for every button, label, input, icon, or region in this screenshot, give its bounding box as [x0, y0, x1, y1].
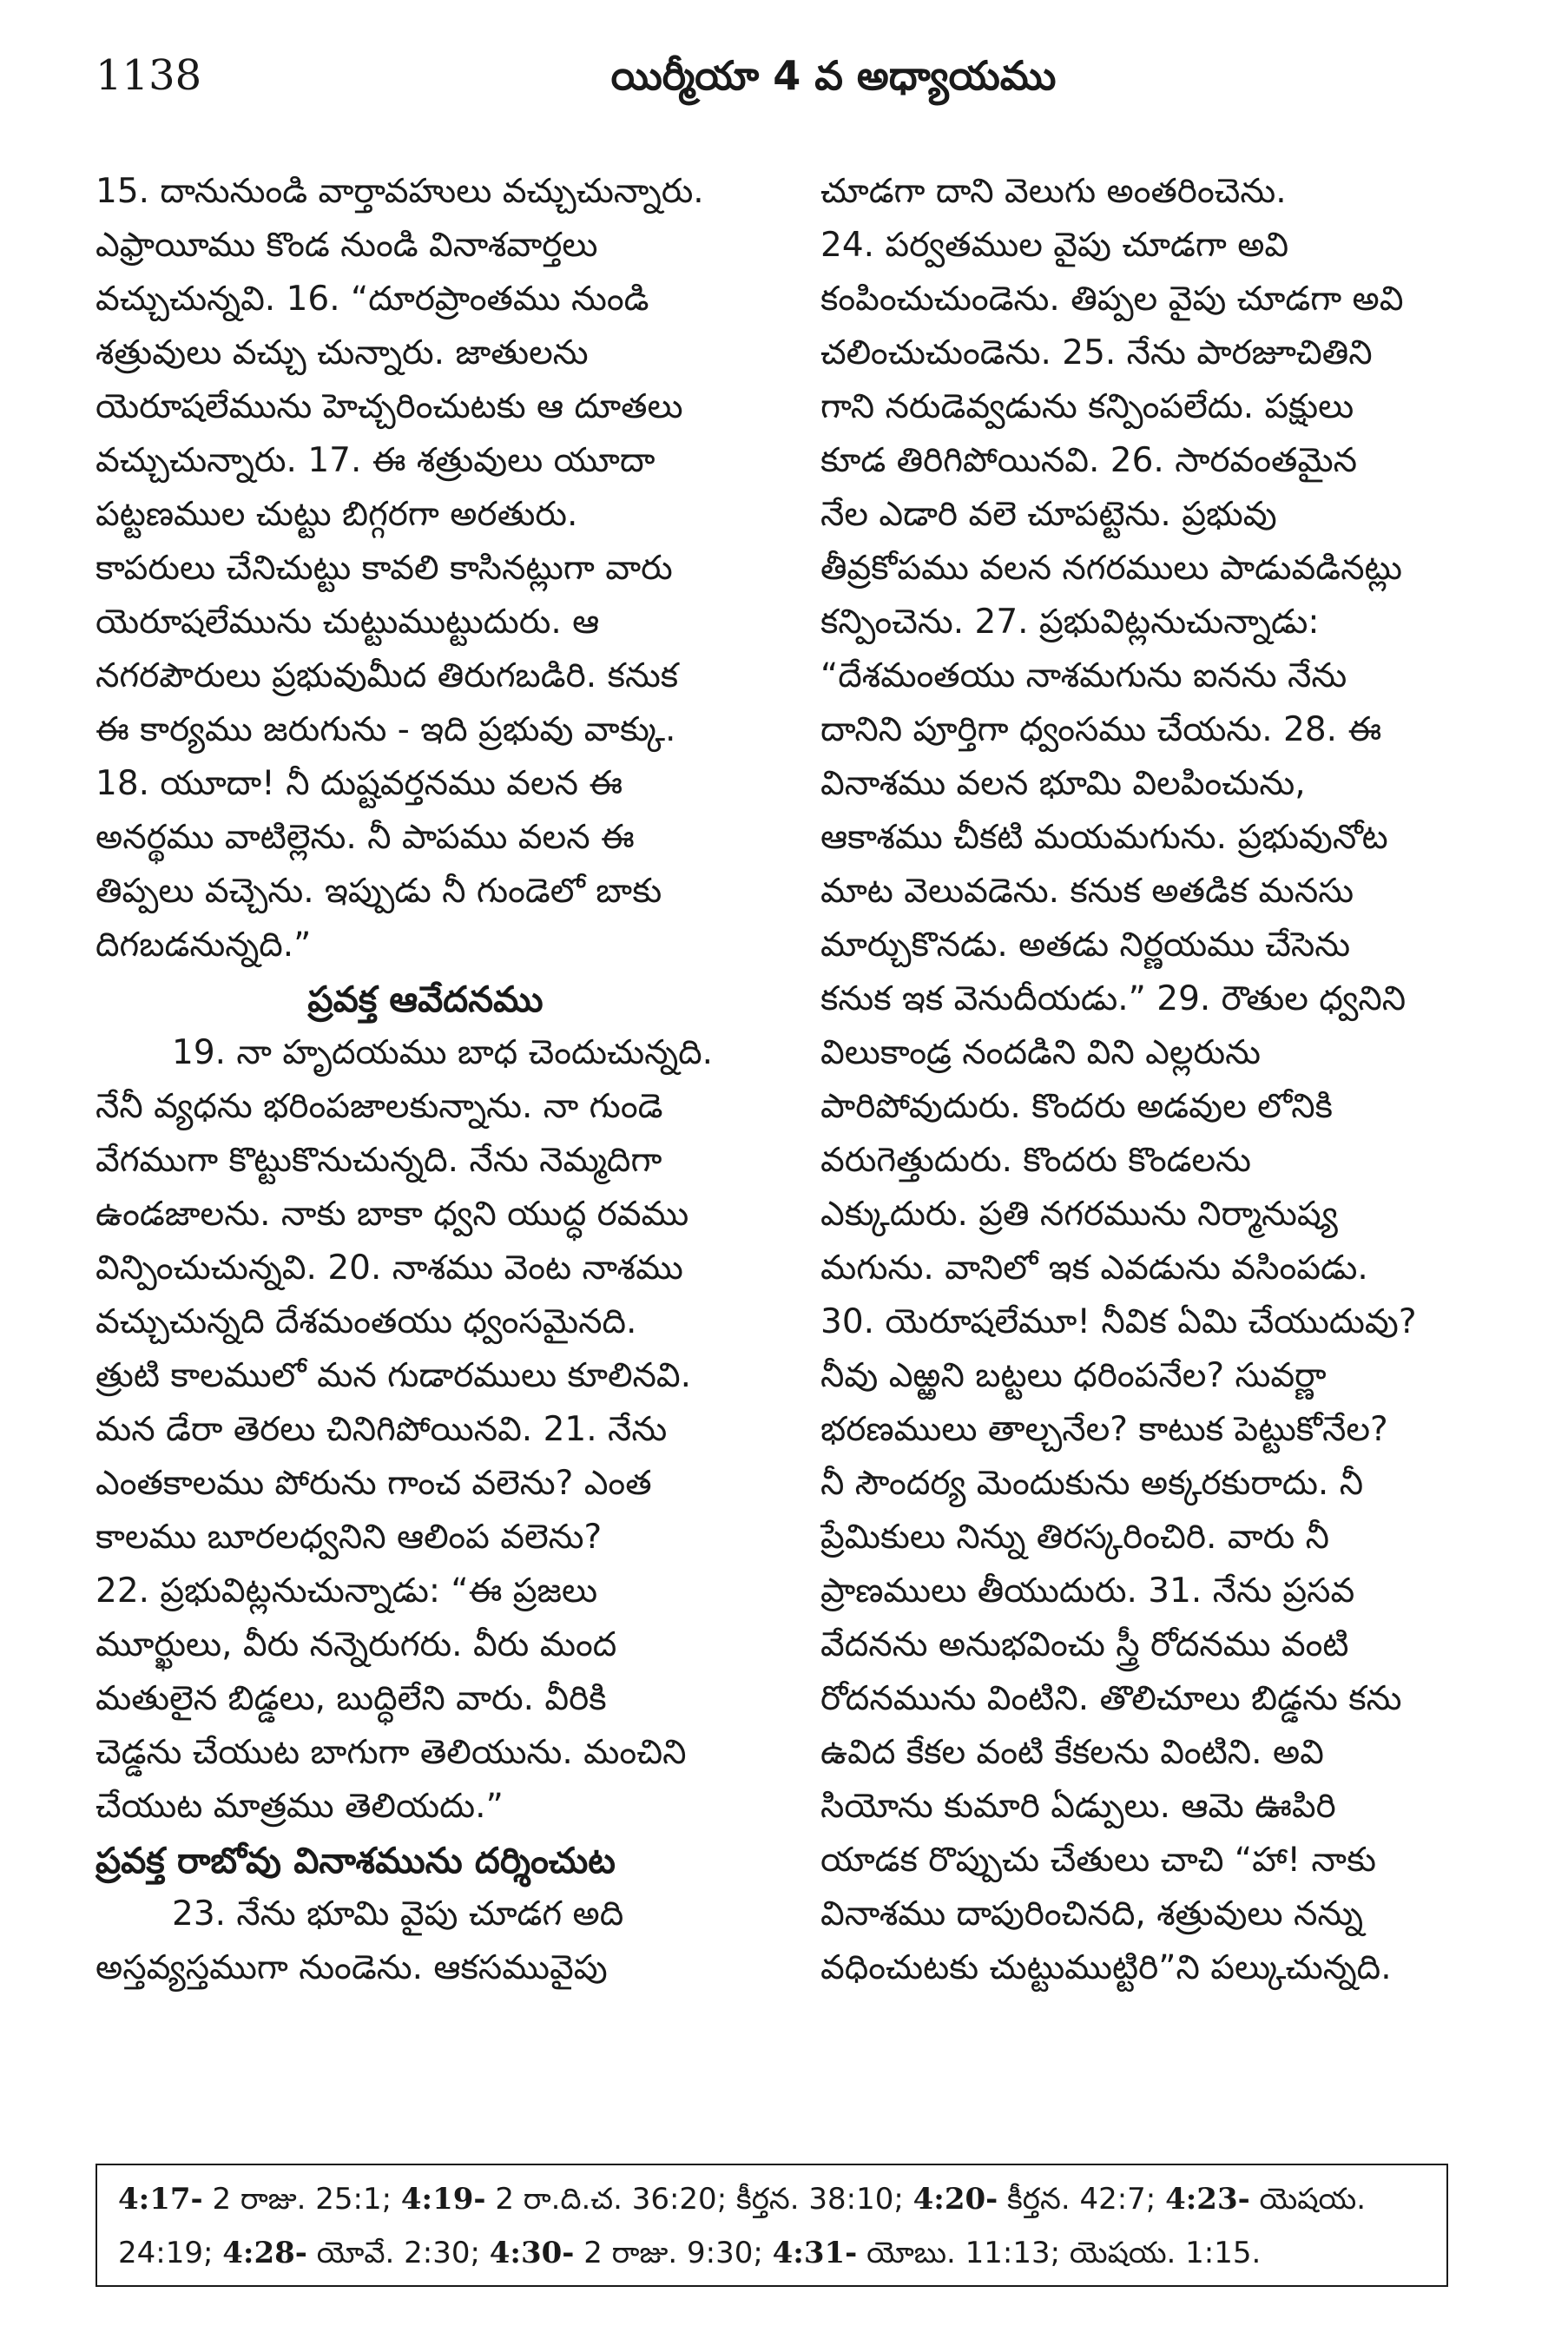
text-line: కన్పించెను. 27. ప్రభువిట్లనుచున్నాడు:: [820, 603, 1320, 642]
text-line: ఆకాశము చీకటి మయమగును. ప్రభువునోట: [820, 818, 1388, 857]
text-line: చేయుట మాత్రము తెలియదు.”: [96, 1787, 504, 1826]
text-line: వరుగెత్తుదురు. కొందరు కొండలను: [820, 1141, 1251, 1180]
text-line: కంపించుచుండెను. తిప్పల వైపు చూడగా అవి: [820, 280, 1404, 319]
text-line: వధించుటకు చుట్టుముట్టిరి”ని పల్కుచున్నది.: [820, 1948, 1392, 1987]
footnote-text: కీర్తన. 42:7;: [998, 2182, 1166, 2217]
text-line: 18. యూదా! నీ దుష్టవర్తనము వలన ఈ: [96, 764, 623, 803]
section-heading: ప్రవక్త ఆవేదనము: [307, 978, 544, 1020]
text-line: వినాశము వలన భూమి విలపించును,: [820, 764, 1306, 803]
text-line: “దేశమంతయు నాశమగును ఐనను నేను: [820, 656, 1347, 695]
footnote-reference: 4:19-: [400, 2182, 486, 2217]
cross-reference-box: [96, 2164, 1448, 2287]
text-line: రోదనమును వింటిని. తొలిచూలు బిడ్డను కను: [820, 1679, 1402, 1718]
text-line: చలించుచుండెను. 25. నేను పారజూచితిని: [820, 333, 1373, 372]
left-column: [96, 165, 755, 2097]
text-line: అనర్థము వాటిల్లెను. నీ పాపము వలన ఈ: [96, 818, 635, 857]
page-header: [96, 45, 1485, 106]
text-columns: [96, 165, 1480, 2097]
running-title: యిర్మీయా 4 వ అధ్యాయము: [610, 52, 1057, 99]
text-line: యాడక రొప్పుచు చేతులు చాచి “హా! నాకు: [820, 1841, 1377, 1880]
text-line: కనుక ఇక వెనుదీయడు.” 29. రౌతుల ధ్వనిని: [820, 979, 1407, 1018]
text-line: ప్రేమికులు నిన్ను తిరస్కరించిరి. వారు నీ: [820, 1518, 1330, 1557]
text-line: తిప్పలు వచ్చెను. ఇప్పుడు నీ గుండెలో బాకు: [96, 872, 662, 911]
text-line: విలుకాండ్ర నందడిని విని ఎల్లరును: [820, 1033, 1261, 1072]
text-line: ఉవిద కేకల వంటి కేకలను వింటిని. అవి: [820, 1733, 1324, 1772]
text-line: పారిపోవుదురు. కొందరు అడవుల లోనికి: [820, 1087, 1334, 1126]
text-line: నేనీ వ్యధను భరింపజాలకున్నాను. నా గుండె: [96, 1087, 663, 1126]
text-line: 30. యెరూషలేమూ! నీవిక ఏమి చేయుదువు?: [820, 1302, 1417, 1341]
footnote-reference: 4:20-: [912, 2182, 998, 2217]
text-line: దిగబడనున్నది.”: [96, 926, 312, 965]
text-line: మతులైన బిడ్డలు, బుద్ధిలేని వారు. వీరికి: [96, 1679, 607, 1718]
text-line: కాపరులు చేనిచుట్టు కావలి కాసినట్లుగా వారు: [96, 549, 673, 588]
footnote-text: 2 రాజు. 9:30;: [574, 2236, 773, 2270]
text-line: తీవ్రకోపము వలన నగరములు పాడువడినట్లు: [820, 549, 1403, 588]
footnote-reference: 4:28-: [222, 2236, 307, 2270]
section-heading: ప్రవక్త రాబోవు వినాశమును దర్శించుట: [96, 1840, 616, 1881]
page-number: 1138: [96, 51, 202, 100]
footnote-line: [118, 2172, 1426, 2226]
text-line: ఎఫ్రాయీము కొండ నుండి వినాశవార్తలు: [96, 226, 598, 265]
footnote-reference: 4:23-: [1165, 2182, 1250, 2217]
text-line: సియోను కుమారి ఏడ్పులు. ఆమె ఊపిరి: [820, 1787, 1336, 1826]
footnote-text: యోవే. 2:30;: [306, 2236, 490, 2270]
text-line: ప్రాణములు తీయుదురు. 31. నేను ప్రసవ: [820, 1571, 1355, 1611]
text-line: యెరూషలేమును హెచ్చరించుటకు ఆ దూతలు: [96, 387, 683, 426]
text-line: మార్చుకొనడు. అతడు నిర్ణయము చేసెను: [820, 926, 1351, 965]
text-line: అస్తవ్యస్తముగా నుండెను. ఆకసమువైపు: [96, 1948, 608, 1987]
text-line: చెడ్డను చేయుట బాగుగా తెలియును. మంచిని: [96, 1733, 687, 1772]
text-line: త్రుటి కాలములో మన గుడారములు కూలినవి.: [96, 1356, 692, 1395]
footnote-text: 2 రాజు. 25:1;: [202, 2182, 401, 2217]
text-line: దానిని పూర్తిగా ధ్వంసము చేయను. 28. ఈ: [820, 710, 1382, 749]
text-line: 15. దానునుండి వార్తావహులు వచ్చుచున్నారు.: [96, 172, 704, 211]
text-line: కాలము బూరలధ్వనిని ఆలింప వలెను?: [96, 1518, 603, 1557]
text-line: వేదనను అనుభవించు స్త్రీ రోదనము వంటి: [820, 1625, 1349, 1664]
text-line: ఎక్కుదురు. ప్రతి నగరమును నిర్మానుష్య: [820, 1195, 1338, 1234]
text-line: ఉండజాలను. నాకు బాకా ధ్వని యుద్ధ రవము: [96, 1195, 689, 1234]
text-line: పట్టణముల చుట్టు బిగ్గరగా అరతురు.: [96, 495, 578, 534]
footnote-reference: 4:30-: [489, 2236, 575, 2270]
footnote-text: యోబు. 11:13; యెషయ. 1:15.: [857, 2236, 1262, 2270]
text-line: యెరూషలేమును చుట్టుముట్టుదురు. ఆ: [96, 603, 600, 642]
text-line: వినాశము దాపురించినది, శత్రువులు నన్ను: [820, 1894, 1363, 1934]
text-line: వచ్చుచున్నారు. 17. ఈ శత్రువులు యూదా: [96, 441, 656, 480]
text-line: గాని నరుడెవ్వడును కన్పింపలేదు. పక్షులు: [820, 387, 1354, 426]
text-line: మూర్ఖులు, వీరు నన్నెరుగరు. వీరు మంద: [96, 1625, 617, 1664]
text-line: 24. పర్వతముల వైపు చూడగా అవి: [820, 226, 1289, 265]
text-line: విన్పించుచున్నవి. 20. నాశము వెంట నాశము: [96, 1248, 683, 1288]
footnote-text: 24:19;: [118, 2236, 223, 2270]
text-line: 23. నేను భూమి వైపు చూడగ అది: [172, 1894, 624, 1934]
text-line: కూడ తిరిగిపోయినవి. 26. సారవంతమైన: [820, 441, 1358, 480]
text-line: వచ్చుచున్నవి. 16. “దూరప్రాంతము నుండి: [96, 280, 649, 319]
text-line: మగును. వానిలో ఇక ఎవడును వసింపడు.: [820, 1248, 1368, 1288]
text-line: ఈ కార్యము జరుగును - ఇది ప్రభువు వాక్కు.: [96, 710, 676, 749]
footnote-reference: 4:31-: [772, 2236, 858, 2270]
text-line: చూడగా దాని వెలుగు అంతరించెను.: [820, 172, 1287, 211]
text-line: నీ సౌందర్య మెందుకును అక్కరకురాదు. నీ: [820, 1464, 1364, 1503]
footnote-line: [118, 2226, 1426, 2280]
text-line: మన డేరా తెరలు చినిగిపోయినవి. 21. నేను: [96, 1410, 668, 1449]
text-line: 22. ప్రభువిట్లనుచున్నాడు: “ఈ ప్రజలు: [96, 1571, 598, 1611]
text-line: నగరపౌరులు ప్రభువుమీద తిరుగబడిరి. కనుక: [96, 656, 679, 695]
text-line: వేగముగా కొట్టుకొనుచున్నది. నేను నెమ్మదిగా: [96, 1141, 662, 1180]
text-line: మాట వెలువడెను. కనుక అతడిక మనసు: [820, 872, 1354, 911]
text-line: శత్రువులు వచ్చు చున్నారు. జాతులను: [96, 333, 589, 372]
text-line: వచ్చుచున్నది దేశమంతయు ధ్వంసమైనది.: [96, 1302, 637, 1341]
right-column: [820, 165, 1480, 2097]
footnote-reference: 4:17-: [118, 2182, 203, 2217]
text-line: 19. నా హృదయము బాధ చెందుచున్నది.: [172, 1033, 714, 1072]
text-line: భరణములు తాల్చనేల? కాటుక పెట్టుకోనేల?: [820, 1410, 1388, 1449]
footnote-text: యెషయ.: [1249, 2182, 1367, 2217]
text-line: ఎంతకాలము పోరును గాంచ వలెను? ఎంత: [96, 1464, 652, 1503]
text-line: నేల ఎడారి వలె చూపట్టెను. ప్రభువు: [820, 495, 1277, 534]
footnote-text: 2 రా.ది.చ. 36:20; కీర్తన. 38:10;: [485, 2182, 913, 2217]
text-line: నీవు ఎఱ్ఱని బట్టలు ధరింపనేల? సువర్ణా: [820, 1356, 1327, 1395]
